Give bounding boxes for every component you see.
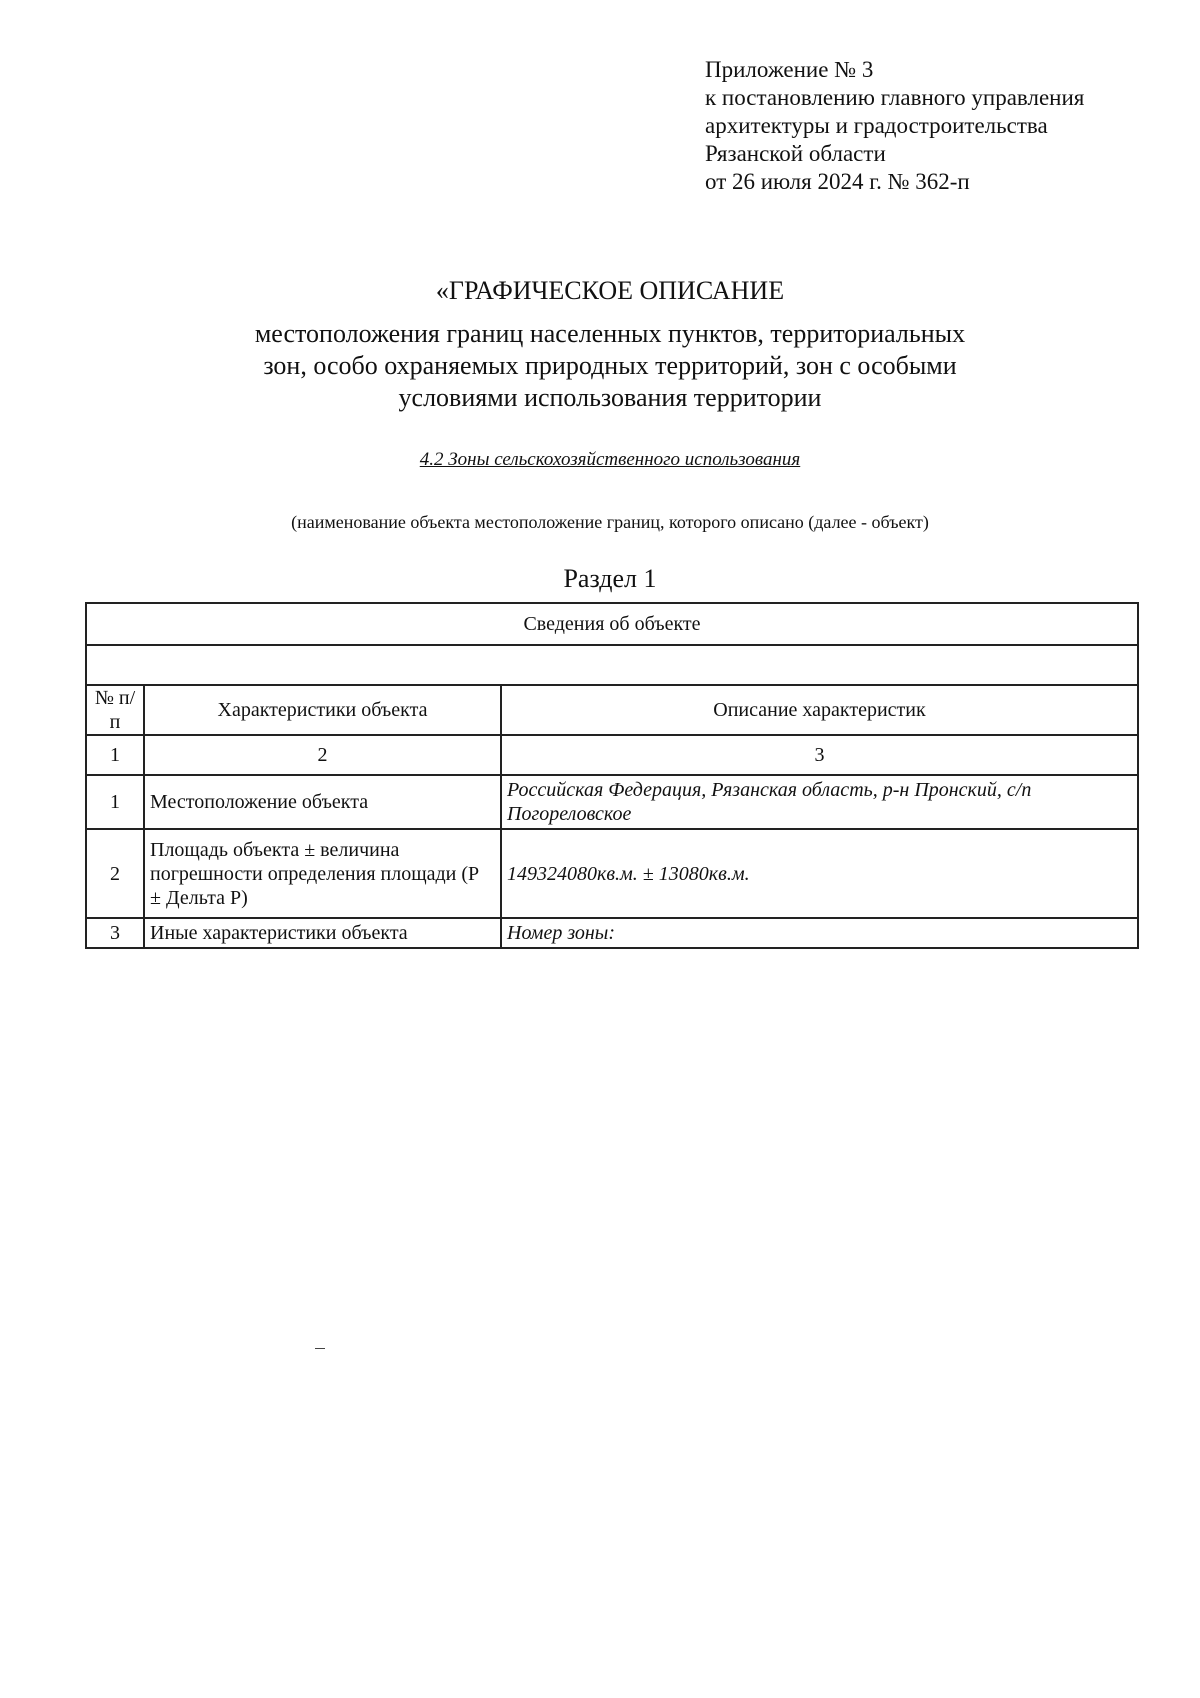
appendix-line: Рязанской области: [705, 141, 886, 166]
appendix-line: Приложение № 3: [705, 57, 874, 82]
table-row: [86, 829, 1138, 918]
appendix-line: от 26 июля 2024 г. № 362-п: [705, 169, 970, 194]
row-description: Российская Федерация, Рязанская область, р-н Пронский, с/п Погореловское: [501, 775, 1138, 829]
table-title-row: [86, 603, 1138, 645]
table-row: [86, 918, 1138, 948]
column-number: 1: [86, 735, 144, 775]
subtitle-line: зон, особо охраняемых природных территорий, зон с особыми: [263, 351, 957, 380]
document-title: «ГРАФИЧЕСКОЕ ОПИСАНИЕ: [435, 276, 785, 305]
subtitle-line: условиями использования территории: [398, 383, 822, 412]
header-description: Описание характеристик: [501, 685, 1138, 735]
section-heading: Раздел 1: [563, 564, 657, 593]
table-column-numbers-row: [86, 735, 1138, 775]
object-caption: (наименование объекта местоположение границ, которого описано (далее - объект): [291, 512, 929, 532]
column-number: 2: [144, 735, 501, 775]
object-name-text: 4.2 Зоны сельскохозяйственного использования: [419, 449, 801, 470]
header-characteristic: Характеристики объекта: [144, 685, 501, 735]
column-number: 3: [501, 735, 1138, 775]
stray-dash-mark: [315, 1348, 325, 1349]
row-description: 149324080кв.м. ± 13080кв.м.: [501, 829, 1138, 918]
appendix-line: к постановлению главного управления: [705, 85, 1085, 110]
subtitle-line: местоположения границ населенных пунктов, территориальных: [254, 319, 966, 348]
row-characteristic: Иные характеристики объекта: [144, 918, 501, 948]
appendix-line: архитектуры и градостроительства: [705, 113, 1048, 138]
table-blank-row: [86, 645, 1138, 685]
object-name: [0, 449, 1200, 471]
row-characteristic: Площадь объекта ± величина погрешности определения площади (Р ± Дельта Р): [144, 829, 501, 918]
table-title: Сведения об объекте: [86, 603, 1138, 645]
table-header-row: [86, 685, 1138, 735]
object-info-table: [85, 602, 1139, 949]
row-number: 1: [86, 775, 144, 829]
document-subtitle: [0, 318, 1200, 414]
table-blank-cell: [86, 645, 1138, 685]
row-description: Номер зоны:: [501, 918, 1138, 948]
appendix-block: [705, 56, 1084, 196]
header-number: № п/п: [86, 685, 144, 735]
row-number: 2: [86, 829, 144, 918]
table-row: [86, 775, 1138, 829]
row-number: 3: [86, 918, 144, 948]
row-characteristic: Местоположение объекта: [144, 775, 501, 829]
